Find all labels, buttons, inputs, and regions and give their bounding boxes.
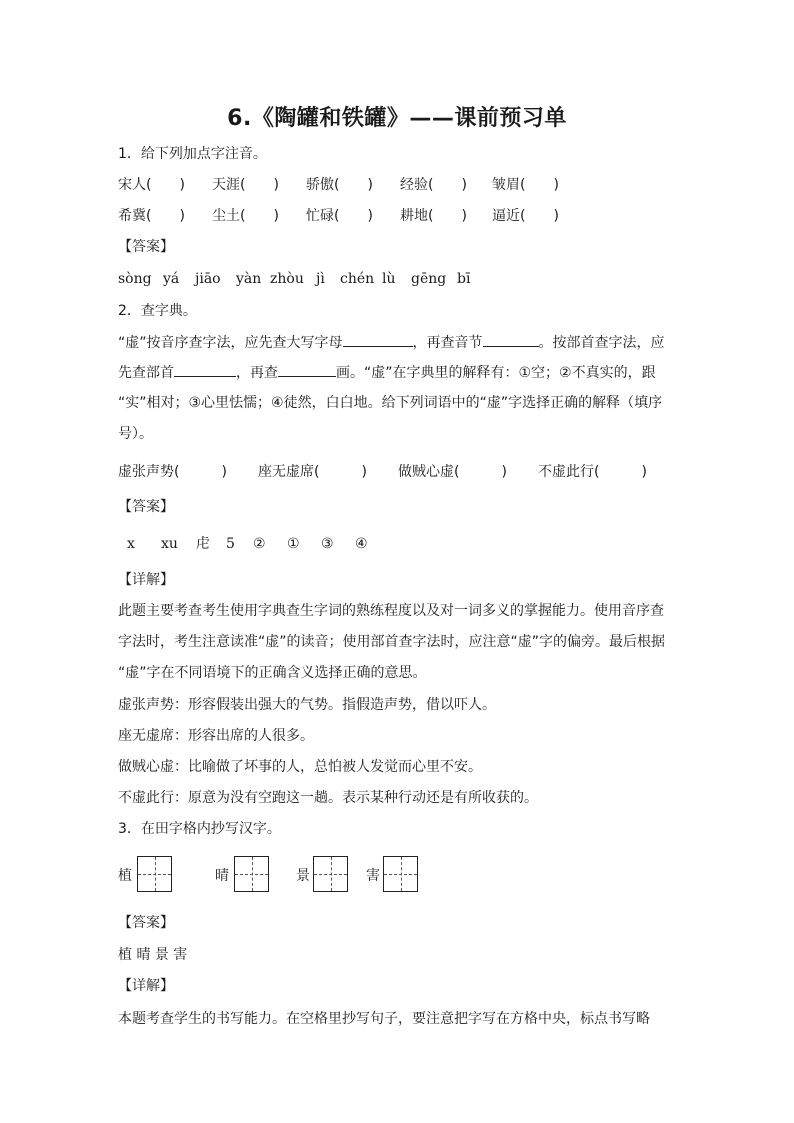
tian-grid-box (137, 856, 172, 892)
q1-row-1 (118, 175, 678, 195)
q2-explain: 不虚此行：原意为没有空跑这一趟。表示某种行动还是有所收获的。 (118, 790, 538, 806)
q2-word: 不虚此行( ) (538, 464, 647, 480)
q2-word: 座无虚席( ) (258, 464, 367, 480)
q3-detail-1: 本题考查学生的书写能力。在空格里抄写句子，要注意把字写在方格中央，标点书写略 (118, 1011, 650, 1027)
q2-line-1 (118, 332, 665, 353)
pinyin-answer: zhòu (270, 271, 304, 287)
q2-text: ，再查音节 (412, 335, 483, 351)
q2-text: 。按部首查字法，应 (538, 335, 665, 351)
q2-detail-3: “虚”字在不同语境下的正确含义选择正确的意思。 (118, 665, 427, 681)
q2-word: 虚张声势( ) (118, 464, 227, 480)
pinyin-answer: bī (457, 271, 471, 287)
q2-answer: xu (161, 536, 178, 552)
q2-text: “虚”按音序查字法，应先查大写字母 (118, 335, 343, 351)
q1-prompt: 1．给下列加点字注音。 (118, 146, 267, 162)
q2-answer-label: 【答案】 (118, 499, 174, 515)
q2-line-2 (118, 362, 656, 383)
q2-detail-1: 此题主要考查考生使用字典查生字词的熟练程度以及对一词多义的掌握能力。使用音序查 (118, 603, 664, 619)
pinyin-answer: gēng (411, 271, 447, 287)
q1-item: 经验( ) (400, 177, 467, 193)
q2-answer: ④ (355, 536, 368, 552)
q2-answer: ① (287, 536, 300, 552)
tian-grid-box (383, 856, 418, 892)
blank-line (174, 362, 236, 377)
q1-item: 天涯( ) (212, 177, 279, 193)
pinyin-answer: jiāo (195, 271, 221, 287)
q2-text: 先查部首 (118, 365, 174, 381)
q1-answer-label: 【答案】 (118, 239, 174, 255)
pinyin-answer: sòng (118, 271, 152, 287)
q2-line-3: “实”相对；③心里怯懦；④徒然，白白地。给下列词语中的“虚”字选择正确的解释（填序 (118, 395, 663, 411)
pinyin-answer: chén (340, 271, 375, 287)
q2-answer: ② (253, 536, 266, 552)
tian-char: 害 (366, 868, 380, 884)
tian-grid-box (234, 856, 269, 892)
q1-item: 希冀( ) (118, 208, 185, 224)
q3-answer: 植 晴 景 害 (118, 947, 188, 963)
tian-char: 景 (296, 868, 310, 884)
blank-line (343, 332, 413, 347)
tian-char: 植 (118, 868, 132, 884)
q1-item: 皱眉( ) (492, 177, 559, 193)
q1-item: 尘土( ) (212, 208, 279, 224)
q1-item: 宋人( ) (118, 177, 185, 193)
tian-char: 晴 (215, 868, 229, 884)
q2-text: ，再查 (236, 365, 278, 381)
page-title: 6.《陶罐和铁罐》——课前预习单 (227, 106, 567, 131)
q1-item: 忙碌( ) (306, 208, 373, 224)
pinyin-answer: yá (163, 271, 180, 287)
q2-detail-label: 【详解】 (118, 572, 174, 588)
q2-explain: 座无虚席：形容出席的人很多。 (118, 728, 314, 744)
tian-grid-box (313, 856, 348, 892)
q2-detail-2: 字法时，考生注意读准“虚”的读音；使用部首查字法时，应注意“虚”字的偏旁。最后根据 (118, 634, 666, 650)
q2-words (118, 462, 678, 482)
q2-answer: x (127, 536, 135, 552)
q2-answer: 虍 (196, 536, 210, 552)
q2-answer: ③ (321, 536, 334, 552)
q2-word: 做贼心虚( ) (398, 464, 507, 480)
q2-line-4: 号）。 (118, 426, 153, 442)
pinyin-answer: jì (316, 271, 325, 287)
q2-answer: 5 (226, 536, 235, 552)
q3-prompt: 3．在田字格内抄写汉字。 (118, 821, 281, 837)
q2-explain: 虚张声势：形容假装出强大的气势。指假造声势，借以吓人。 (118, 697, 496, 713)
q2-prompt: 2．查字典。 (118, 303, 197, 319)
q2-explain: 做贼心虚：比喻做了坏事的人，总怕被人发觉而心里不安。 (118, 759, 482, 775)
q1-item: 逼近( ) (492, 208, 559, 224)
q3-detail-label: 【详解】 (118, 978, 174, 994)
q2-text: 画。“虚”在字典里的解释有：①空；②不真实的，跟 (336, 365, 656, 381)
blank-line (278, 362, 336, 377)
q1-row-2 (118, 206, 678, 226)
pinyin-answer: yàn (236, 271, 262, 287)
pinyin-answer: lù (382, 271, 396, 287)
blank-line (483, 332, 539, 347)
q1-item: 骄傲( ) (306, 177, 373, 193)
q1-item: 耕地( ) (400, 208, 467, 224)
q3-answer-label: 【答案】 (118, 915, 174, 931)
